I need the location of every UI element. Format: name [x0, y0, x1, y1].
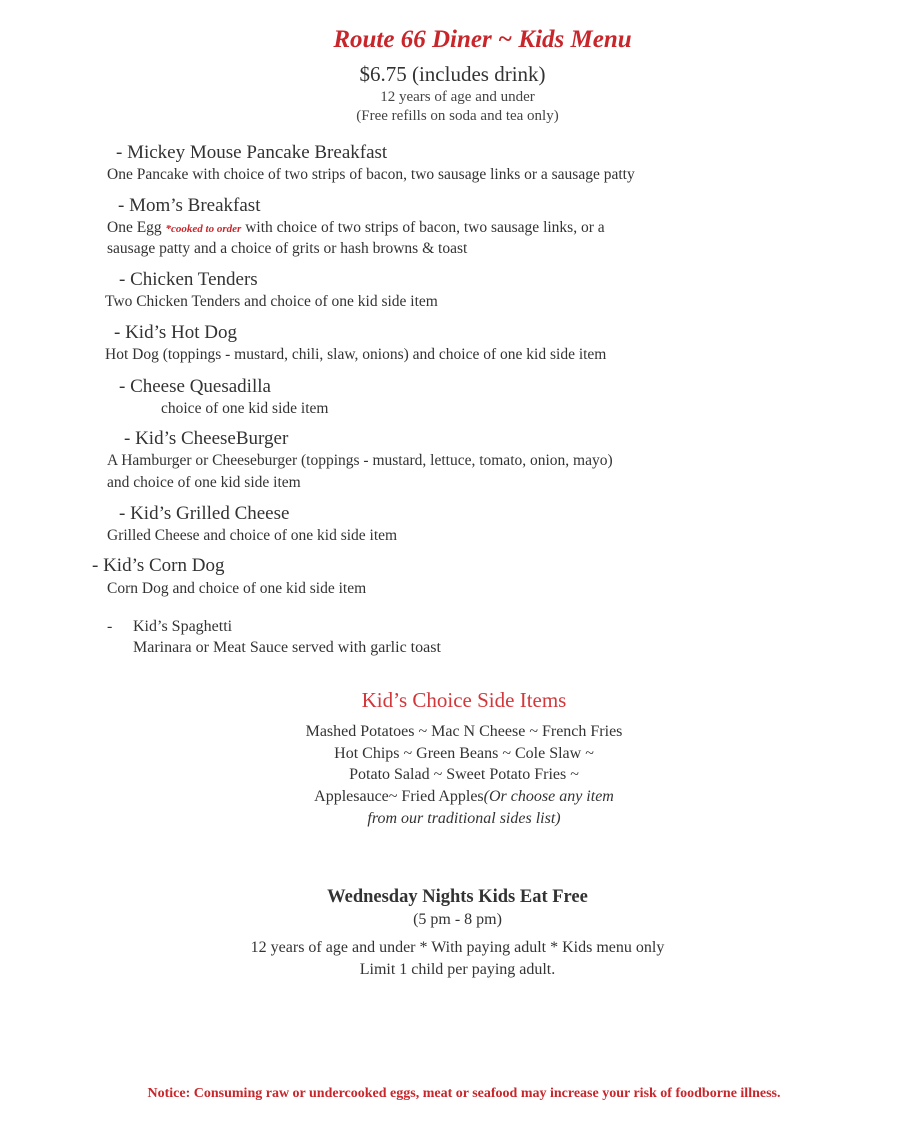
food-safety-notice: Notice: Consuming raw or undercooked eggs, meat or seafood may increase your risk of foodborne illness.: [147, 1086, 781, 1101]
sides-line-2: Hot Chips ~ Green Beans ~ Cole Slaw ~: [334, 745, 594, 762]
item-name-chicken-tenders: - Chicken Tenders: [119, 269, 258, 290]
sides-line-1: Mashed Potatoes ~ Mac N Cheese ~ French Fries: [305, 723, 623, 740]
wednesday-hours: (5 pm - 8 pm): [413, 911, 502, 928]
item-desc2-cheeseburger: and choice of one kid side item: [107, 474, 301, 491]
item-desc-spaghetti: Marinara or Meat Sauce served with garlic toast: [133, 639, 441, 656]
item-desc2-moms-breakfast: sausage patty and a choice of grits or hash browns & toast: [107, 240, 468, 257]
sides-title: Kid’s Choice Side Items: [361, 688, 567, 712]
item-name-spaghetti: Kid’s Spaghetti: [133, 618, 233, 635]
item-desc-hot-dog: Hot Dog (toppings - mustard, chili, slaw, onions) and choice of one kid side item: [105, 346, 607, 363]
item-desc-cheeseburger: A Hamburger or Cheeseburger (toppings - mustard, lettuce, tomato, onion, mayo): [107, 452, 613, 469]
wednesday-line-1: 12 years of age and under * With paying adult * Kids menu only: [250, 939, 665, 956]
item-name-corn-dog: - Kid’s Corn Dog: [92, 555, 225, 576]
item-desc-pancake: One Pancake with choice of two strips of bacon, two sausage links or a sausage patty: [107, 166, 635, 183]
menu-price: $6.75 (includes drink): [359, 62, 546, 86]
item-desc-moms-breakfast: [107, 219, 605, 237]
wednesday-line-2: Limit 1 child per paying adult.: [359, 961, 556, 978]
wednesday-title: Wednesday Nights Kids Eat Free: [327, 887, 588, 907]
sides-line-3: Potato Salad ~ Sweet Potato Fries ~: [349, 766, 579, 783]
item-desc-corn-dog: Corn Dog and choice of one kid side item: [107, 580, 367, 597]
item-name-cheeseburger: - Kid’s CheeseBurger: [124, 428, 289, 449]
desc-part: One Egg: [107, 219, 166, 236]
item-desc-chicken-tenders: Two Chicken Tenders and choice of one kid side item: [105, 293, 438, 310]
item-dash-spaghetti: -: [107, 618, 113, 635]
item-name-hot-dog: - Kid’s Hot Dog: [114, 322, 237, 343]
sides-line-4: [0, 788, 915, 806]
item-desc-quesadilla: choice of one kid side item: [161, 400, 329, 417]
item-name-quesadilla: - Cheese Quesadilla: [119, 376, 271, 397]
refill-note: (Free refills on soda and tea only): [356, 108, 559, 124]
sides-line-5: from our traditional sides list): [367, 810, 561, 827]
menu-title: Route 66 Diner ~ Kids Menu: [333, 26, 632, 53]
age-limit: 12 years of age and under: [380, 89, 535, 105]
desc-part: with choice of two strips of bacon, two sausage links, or a: [241, 219, 605, 236]
sides-italic-text: (Or choose any item: [483, 788, 614, 805]
item-name-grilled-cheese: - Kid’s Grilled Cheese: [119, 503, 290, 524]
item-name-pancake: - Mickey Mouse Pancake Breakfast: [116, 142, 388, 163]
cooked-to-order-note: *cooked to order: [165, 223, 242, 235]
sides-text: Applesauce~ Fried Apples: [314, 788, 484, 805]
item-desc-grilled-cheese: Grilled Cheese and choice of one kid side item: [107, 527, 398, 544]
item-name-moms-breakfast: - Mom’s Breakfast: [118, 195, 261, 216]
